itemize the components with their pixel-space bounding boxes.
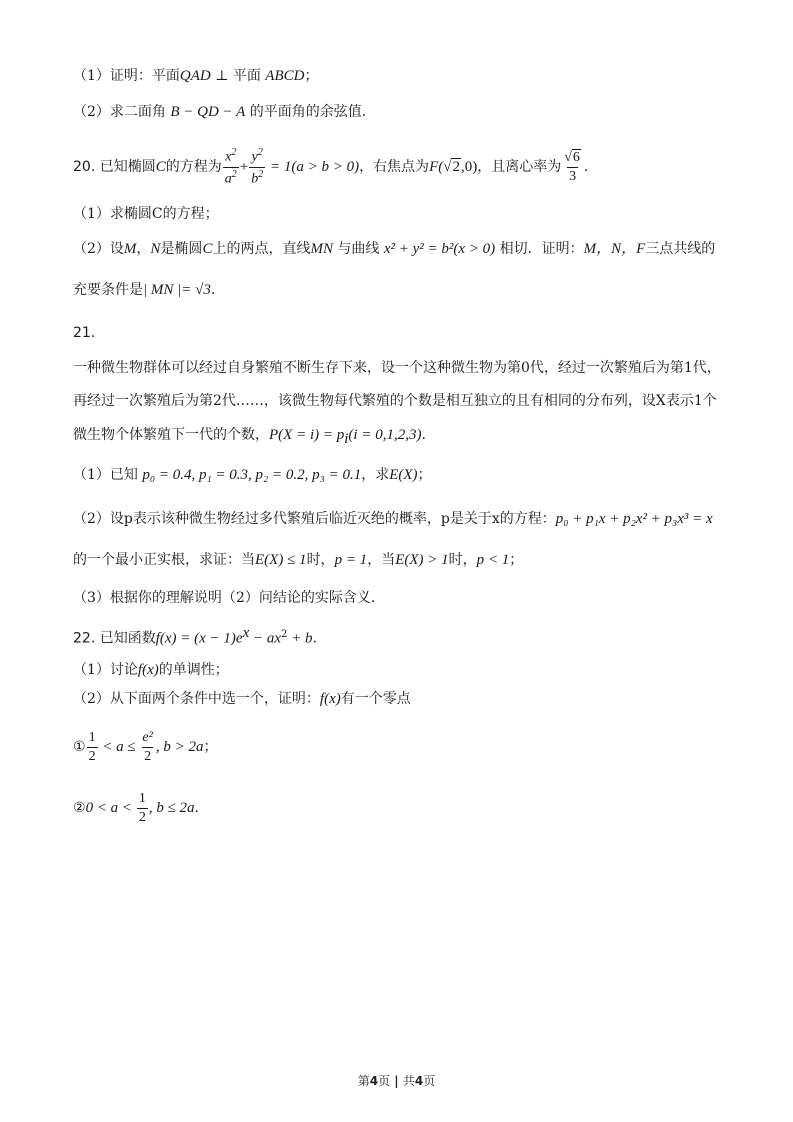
- t: 充要条件是: [73, 282, 143, 298]
- t: 的单调性；: [158, 662, 229, 678]
- cond-2: E(X) > 1: [395, 552, 449, 568]
- t: 三点共线的: [645, 241, 716, 257]
- curve-eq: x² + y² = b²(x > 0): [383, 241, 496, 257]
- t: 上的两点，直线: [212, 241, 311, 257]
- circle-1: ①: [73, 739, 86, 755]
- result-2: p < 1: [476, 552, 510, 568]
- q21-part2-line1: [73, 509, 720, 529]
- t: ，当: [367, 552, 396, 568]
- abs-mn: | MN |= √3: [143, 282, 211, 298]
- q19-part2-end: 的平面角的余弦值.: [245, 104, 367, 120]
- t: 时，: [306, 552, 335, 568]
- var-a: a: [224, 171, 232, 187]
- q19-part1: [73, 66, 720, 86]
- t: 第: [357, 1074, 370, 1088]
- q22-condition-1: [73, 730, 720, 764]
- q21-para2: [73, 391, 720, 411]
- t: （1）已知: [73, 467, 143, 483]
- q21-part3-text: （3）根据你的理解说明（2）问结论的实际含义.: [73, 590, 376, 606]
- t: （1）讨论: [73, 662, 138, 678]
- t: 时，: [448, 552, 477, 568]
- frac-e2-half: [140, 731, 154, 764]
- t: 与曲线: [332, 241, 384, 257]
- ineq: < a ≤: [98, 739, 140, 755]
- num: e²: [142, 729, 153, 745]
- frac-x2-a2: $\frac{x^2}{a^2}$: [224, 147, 237, 187]
- ellipse-c: C: [155, 159, 166, 176]
- num: 1: [138, 790, 146, 806]
- focus-text: ，右焦点为: [359, 159, 430, 176]
- t: 相切．证明：: [495, 241, 584, 257]
- ineq: 0 < a <: [85, 800, 136, 816]
- q20-part1: [73, 204, 720, 224]
- ellipse-eq-rest: = 1(a > b > 0): [266, 159, 360, 176]
- t: （2）设: [73, 241, 124, 257]
- q22-part2: [73, 689, 720, 709]
- q21-part2-line2: [73, 550, 720, 570]
- fx: f(x): [319, 691, 341, 707]
- func-def: f(x) = (x − 1)e: [155, 630, 243, 647]
- q20-part2-line2: [73, 280, 720, 300]
- punct: ；: [203, 739, 218, 755]
- func-def-2: − ax: [249, 630, 282, 647]
- q21-part1: [73, 465, 720, 485]
- q21-number: [73, 323, 720, 343]
- t: ，求: [361, 467, 390, 483]
- focus-point: F(√2,0): [429, 159, 478, 176]
- t: 有一个零点: [340, 691, 411, 707]
- plane-abcd: ABCD: [265, 68, 305, 84]
- t: ，: [136, 241, 151, 257]
- perp-text: ⊥ 平面: [210, 68, 266, 84]
- circle-2: ②: [73, 800, 86, 816]
- punct: .: [210, 282, 216, 298]
- q21-number-text: 21.: [73, 325, 96, 341]
- poly-eq: p₀ + p₁x + p₂x² + p₃x³ = x: [555, 511, 713, 527]
- q20-number: 20.: [73, 159, 96, 176]
- num: 1: [88, 729, 96, 745]
- q22-number: 22.: [73, 630, 96, 647]
- frac-half: [87, 731, 98, 764]
- q20-stem-a: 已知椭圆: [99, 159, 156, 176]
- punct: ；: [417, 467, 432, 483]
- t: 微生物个体繁殖下一代的个数，: [73, 427, 269, 443]
- frac-y2-b2: $\frac{y^2}{b^2}$: [251, 147, 264, 187]
- pt-m: M: [123, 241, 137, 257]
- expectation: E(X): [389, 467, 418, 483]
- fx: f(x): [137, 662, 159, 678]
- punct: .: [583, 159, 589, 176]
- page-number: 4: [369, 1074, 379, 1088]
- q22-condition-2: [73, 791, 720, 825]
- q20-part2-line1: [73, 239, 720, 259]
- den: 2: [88, 748, 96, 764]
- prob-eq-range: (i = 0,1,2,3): [348, 427, 422, 443]
- page-footer: [0, 1072, 793, 1089]
- frac-half: [137, 792, 148, 825]
- q20-stem-b: 的方程为: [165, 159, 222, 176]
- cond-b: , b > 2a: [155, 739, 204, 755]
- var-b: b: [251, 171, 259, 187]
- result-1: p = 1: [334, 552, 368, 568]
- var-y: y: [251, 149, 258, 165]
- t: （2）从下面两个条件中选一个，证明：: [73, 691, 320, 707]
- den: 2: [138, 809, 146, 825]
- t: （2）设p表示该种微生物经过多代繁殖后临近灭绝的概率，p是关于x的方程：: [73, 511, 556, 527]
- prob-eq: P(X = i) = p: [269, 427, 345, 443]
- t: 是椭圆: [160, 241, 203, 257]
- q19-part1-text: （1）证明：平面: [73, 68, 180, 84]
- punct: .: [194, 800, 199, 816]
- plane-qad: QAD: [179, 68, 211, 84]
- q20-stem: 20. 已知椭圆C的方程为 $\frac{x^2}{a^2}$ + $\frac{y^2}{b^2}$ = 1(a > b > 0)，右焦点为F(√2,0)，且离心率为 $\frac{√6}{3}$ .: [73, 147, 589, 187]
- q19-part2: [73, 102, 720, 122]
- focus-f: F(: [429, 159, 444, 176]
- pt-n: N: [150, 241, 161, 257]
- separator: |: [390, 1074, 403, 1088]
- q21-para1-text: 一种微生物群体可以经过自身繁殖不断生存下来，设一个这种微生物为第0代，经过一次繁殖后为第1代，: [73, 360, 721, 376]
- t: 的一个最小正实根，求证：当: [73, 552, 255, 568]
- punct: .: [421, 427, 426, 443]
- ecc-num: 6: [572, 149, 580, 165]
- focus-sqrt: 2: [452, 159, 460, 176]
- q19-part2-text: （2）求二面角: [73, 104, 171, 120]
- t: 页: [378, 1074, 391, 1088]
- den: 2: [144, 748, 152, 764]
- cond-1: E(X) ≤ 1: [255, 552, 307, 568]
- ellipse-c: C: [202, 241, 213, 257]
- var-x: x: [225, 149, 232, 165]
- total-pages: 4: [414, 1074, 424, 1088]
- q20-part1-text: （1）求椭圆C的方程；: [73, 206, 219, 222]
- cond-b: , b ≤ 2a: [148, 800, 195, 816]
- ecc-text: ，且离心率为: [477, 159, 562, 176]
- ecc-den: 3: [569, 168, 577, 184]
- punct: .: [312, 630, 317, 647]
- q21-part3: [73, 588, 720, 608]
- line-mn: MN: [310, 241, 333, 257]
- focus-tail: ,0): [460, 159, 478, 176]
- prob-values: p₀ = 0.4, p₁ = 0.3, p₂ = 0.2, p₃ = 0.1: [142, 467, 362, 483]
- t: 页: [423, 1074, 436, 1088]
- func-def-3: + b: [287, 630, 313, 647]
- q22-part1: [73, 660, 720, 680]
- q21-para3: 微生物个体繁殖下一代的个数，$P(X = i) = p_i(i = 0,1,2,3)$.: [73, 427, 426, 447]
- t: 共: [402, 1074, 415, 1088]
- frac-eccentricity: $\frac{√6}{3}$: [564, 149, 580, 184]
- punct: ；: [304, 68, 319, 84]
- q22-stem: 22. 已知函数$f(x) = (x - 1)e^x - ax^2 + b$.: [73, 625, 317, 647]
- q21-para2-text: 再经过一次繁殖后为第2代……，该微生物每代繁殖的个数是相互独立的且有相同的分布列，设X表示1个: [73, 393, 717, 409]
- pts-mnf: M，N，F: [583, 241, 646, 257]
- punct: ；: [509, 552, 524, 568]
- dihedral-angle: B − QD − A: [170, 104, 246, 120]
- q21-para1: [73, 358, 720, 378]
- t: 已知函数: [99, 630, 156, 647]
